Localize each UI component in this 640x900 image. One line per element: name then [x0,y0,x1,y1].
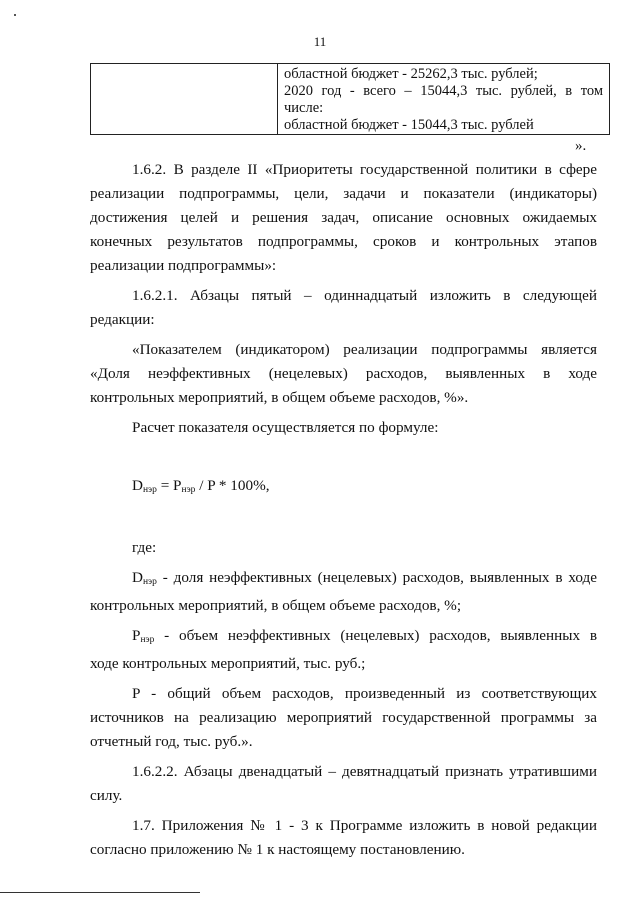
text-line: реализации подпрограммы, цели, задачи и показатели (индикаторы) [90,185,597,202]
formula-p-sub: нэр [181,485,196,495]
definition-p [90,682,597,754]
text-line: «Показателем (индикатором) реализации подпрограммы является [132,341,597,358]
text-line: реализации подпрограммы»: [90,257,277,274]
paragraph-1-6-2-2 [90,760,597,808]
text-line: 1.6.2.1. Абзацы пятый – одиннадцатый изложить в следующей [132,287,597,304]
document-body [90,158,597,862]
budget-table [90,63,610,135]
closing-quote: ». [575,138,587,154]
text-line: «Доля неэффективных (нецелевых) расходов, выявленных в ходе [90,365,597,382]
text-line: силу. [90,787,123,804]
page-number: 11 [313,34,327,49]
def-symbol-sub: нэр [142,577,157,587]
text-line: согласно приложению № 1 к настоящему постановлению. [90,841,465,858]
text-line: конечных результатов подпрограммы, сроков и контрольных этапов [90,233,597,250]
def-text: - объем неэффективных (нецелевых) расходов, выявленных в [154,627,597,644]
definition-line [90,624,597,652]
where-label: где: [132,539,157,556]
formula-d-sub: нэр [142,485,157,495]
footer-rule [0,892,200,893]
definition-p-ner [90,624,597,676]
scan-dot [14,14,16,16]
text-line: контрольных мероприятий, в общем объеме расходов, %». [90,389,469,406]
def-symbol-sub: нэр [140,635,155,645]
formula [90,474,597,502]
text-line: отчетный год, тыс. руб.». [90,733,253,750]
budget-line: числе: [284,100,324,116]
def-symbol: D [132,569,143,586]
definition-line [90,566,597,594]
formula-d: D [132,477,143,494]
definition-d [90,566,597,618]
text-line: редакции: [90,311,155,328]
formula-eq: = P [156,477,182,494]
text-line: источников на реализацию мероприятий государственной программы за [90,709,597,726]
text-line: P - общий объем расходов, произведенный из соответствующих [132,685,597,702]
formula-rest: / P * 100%, [195,477,270,494]
paragraph-quote [90,338,597,410]
text-line: 1.7. Приложения № 1 - 3 к Программе изложить в новой редакции [132,817,597,834]
text-line: достижения целей и решения задач, описание основных ожидаемых [90,209,597,226]
text-line: ходе контрольных мероприятий, тыс. руб.; [90,655,366,672]
budget-line: областной бюджет - 25262,3 тыс. рублей; [284,66,538,82]
paragraph-1-6-2-1 [90,284,597,332]
budget-line: областной бюджет - 15044,3 тыс. рублей [284,117,534,133]
text-line: 1.6.2.2. Абзацы двенадцатый – девятнадцатый признать утратившими [132,763,597,780]
table-cell-budget [278,64,609,134]
paragraph-1-7 [90,814,597,862]
table-cell-empty [91,64,278,134]
calc-intro: Расчет показателя осуществляется по формуле: [132,419,439,436]
def-text: - доля неэффективных (нецелевых) расходов, выявленных в ходе [156,569,597,586]
paragraph-1-6-2 [90,158,597,278]
def-symbol: P [132,627,141,644]
text-line: 1.6.2. В разделе II «Приоритеты государственной политики в сфере [132,161,597,178]
text-line: контрольных мероприятий, в общем объеме расходов, %; [90,597,462,614]
budget-line: 2020 год - всего – 15044,3 тыс. рублей, в том [284,83,603,99]
